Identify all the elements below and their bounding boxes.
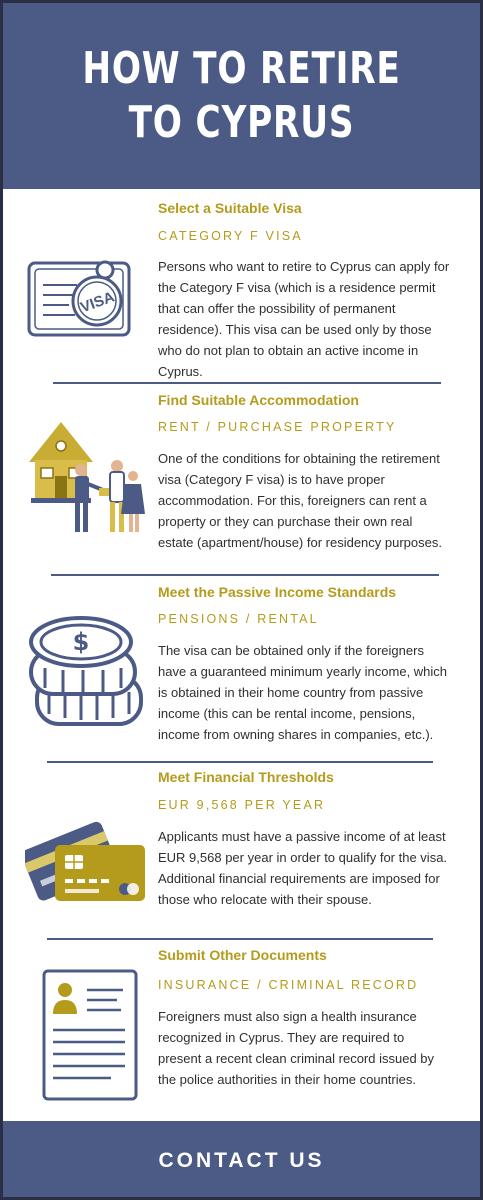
section-subtitle: PENSIONS / RENTAL <box>158 612 319 626</box>
document-icon <box>41 968 139 1102</box>
page-title-line-2: TO CYPRUS <box>128 97 355 148</box>
section-title: Meet the Passive Income Standards <box>158 584 397 600</box>
section-subtitle: EUR 9,568 PER YEAR <box>158 798 326 812</box>
section-body: One of the conditions for obtaining the retirement visa (Category F visa) is to have proper accommodation. For this, foreigners can rent a property or they can purchase their own real estate (apartment/house) for residency purposes. <box>158 451 442 550</box>
section-title: Submit Other Documents <box>158 947 327 963</box>
section-body: Foreigners must also sign a health insurance recognized in Cyprus. They are required to present a recent clean criminal record issued by the police authorities in their home countries. <box>158 1009 435 1087</box>
section-subtitle: RENT / PURCHASE PROPERTY <box>158 420 397 434</box>
coin-stack-icon <box>27 614 147 734</box>
section-accommodation <box>3 384 480 574</box>
footer-banner[interactable] <box>3 1121 480 1200</box>
section-body: Applicants must have a passive income of at least EUR 9,568 per year in order to qualify for the visa. Additional financial requirements are imposed for those who relocate with their spouse. <box>158 829 448 907</box>
header-banner <box>3 3 480 189</box>
section-title: Select a Suitable Visa <box>158 200 302 216</box>
svg-text:$: $ <box>72 628 90 656</box>
section-visa <box>3 189 480 383</box>
page-title-line-1: HOW TO RETIRE <box>82 43 401 94</box>
section-body: Persons who want to retire to Cyprus can apply for the Category F visa (which is a residence permit that can offer the possibility of permanent residence). This visa can be used only by those who do not plan to obtain an active income in Cyprus. <box>158 259 450 379</box>
section-subtitle: CATEGORY F VISA <box>158 229 303 243</box>
house-purchase-icon <box>25 418 147 540</box>
section-financial-thresholds <box>3 763 480 938</box>
section-body: The visa can be obtained only if the foreigners have a guaranteed minimum yearly income, which is obtained in their home country from passive income (this can be rental income, pensions, income from owning shares in companies, etc.). <box>158 643 448 742</box>
visa-stamp-icon <box>25 257 135 339</box>
visa-stamp-text: VISA <box>78 288 117 317</box>
section-documents <box>3 940 480 1121</box>
credit-card-icon <box>25 805 149 909</box>
contact-us-button[interactable]: CONTACT US <box>158 1149 325 1172</box>
section-passive-income <box>3 576 480 761</box>
section-subtitle: INSURANCE / CRIMINAL RECORD <box>158 978 419 992</box>
section-title: Find Suitable Accommodation <box>158 392 359 408</box>
section-title: Meet Financial Thresholds <box>158 769 334 785</box>
